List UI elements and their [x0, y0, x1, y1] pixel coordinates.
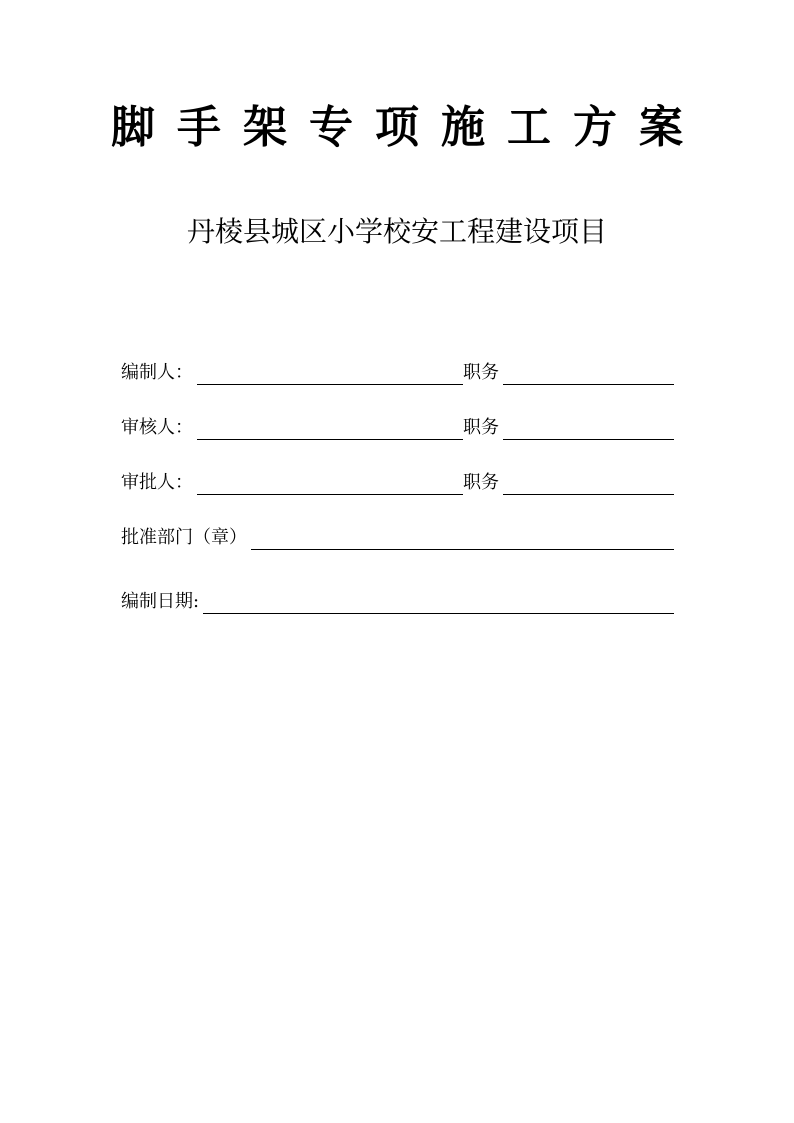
- reviewer-name-line[interactable]: [197, 417, 463, 440]
- reviewer-position-label: 职务: [463, 417, 499, 438]
- date-label: 编制日期:: [121, 591, 200, 612]
- compiler-position-line[interactable]: [503, 362, 674, 385]
- department-label: 批准部门（章）: [121, 527, 247, 548]
- approver-label: 审批人：: [121, 472, 193, 493]
- approver-name-line[interactable]: [197, 472, 463, 495]
- approver-position-label: 职务: [463, 472, 499, 493]
- project-name: 丹棱县城区小学校安工程建设项目: [186, 215, 607, 248]
- department-row: [121, 520, 674, 550]
- reviewer-label: 审核人：: [121, 417, 193, 438]
- compiler-position-label: 职务: [463, 362, 499, 383]
- document-title: 脚手架专项施工方案: [111, 102, 705, 153]
- compiler-name-line[interactable]: [197, 362, 463, 385]
- date-line[interactable]: [203, 591, 674, 614]
- compiler-label: 编制人：: [121, 362, 193, 383]
- approver-position-line[interactable]: [503, 472, 674, 495]
- department-line[interactable]: [251, 527, 674, 550]
- reviewer-row: [121, 410, 674, 440]
- compiler-row: [121, 355, 674, 385]
- reviewer-position-line[interactable]: [503, 417, 674, 440]
- date-row: [121, 584, 674, 614]
- approver-row: [121, 465, 674, 495]
